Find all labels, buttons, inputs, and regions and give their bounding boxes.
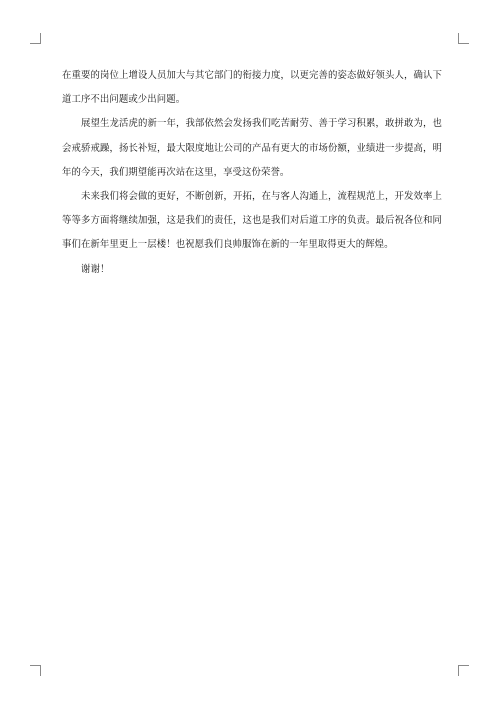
- document-body: [62, 64, 442, 282]
- crop-mark-top-left: [30, 33, 41, 44]
- crop-mark-top-right: [458, 33, 469, 44]
- paragraph-outlook: 展望生龙活虎的新一年，我部依然会发扬我们吃苦耐劳、善于学习积累，敢拼敢为，也会戒骄戒躁，扬长补短，最大限度地让公司的产品有更大的市场份额，业绩进一步提高，明年的今天，我们期望能再次站在这里，享受这份荣誉。: [62, 118, 442, 178]
- paragraph-thanks: 谢谢！: [81, 263, 110, 275]
- crop-mark-bottom-left: [30, 665, 41, 676]
- paragraph-continuation: 在重要的岗位上增设人员加大与其它部门的衔接力度，以更完善的姿态做好领头人，确认下道工序不出问题或少出问题。: [62, 70, 442, 106]
- crop-mark-bottom-right: [458, 665, 469, 676]
- paragraph-future: 未来我们将会做的更好，不断创新，开拓，在与客人沟通上，流程规范上，开发效率上等等多方面将继续加强，这是我们的责任，这也是我们对后道工序的负责。最后祝各位和同事们在新年里更上一层楼！也祝愿我们良帅服饰在新的一年里取得更大的辉煌。: [62, 191, 442, 251]
